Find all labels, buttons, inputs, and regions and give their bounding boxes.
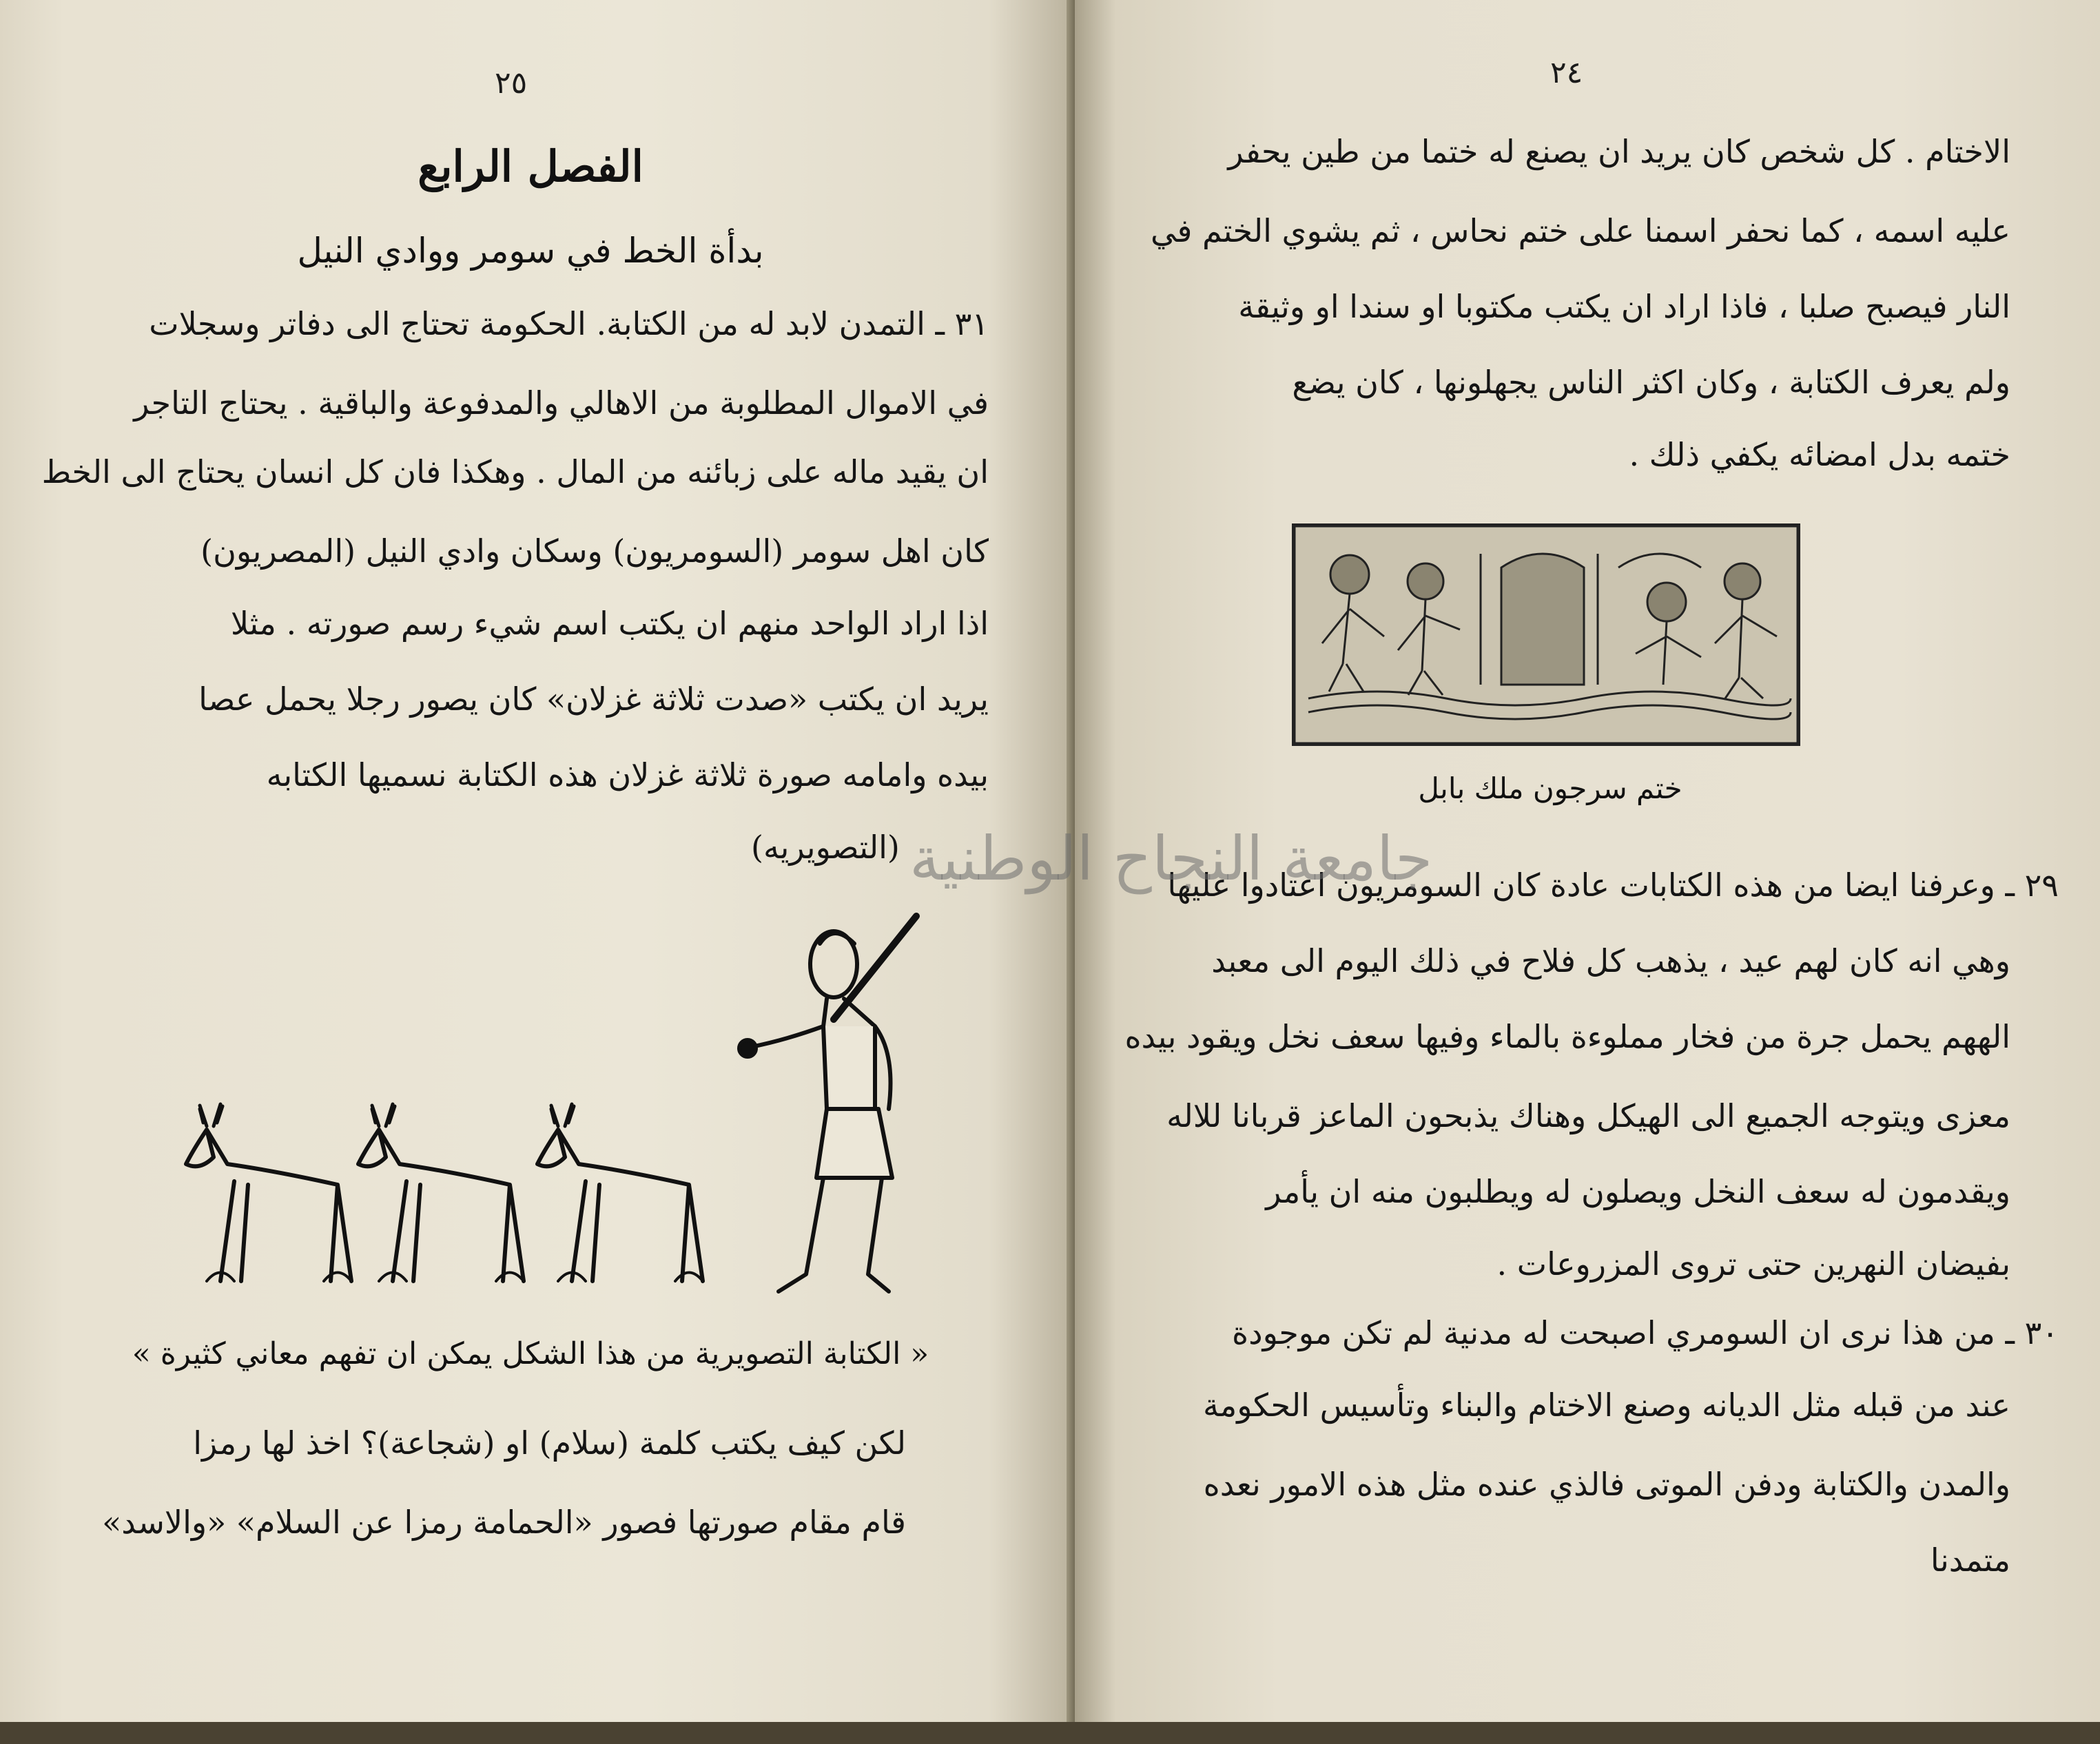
text-line: بيده وامامه صورة ثلاثة غزلان هذه الكتابة نسميها الكتابه: [266, 756, 989, 793]
text-line: معزى ويتوجه الجميع الى الهيكل وهناك يذبحون الماعز قربانا للاله: [1166, 1097, 2010, 1134]
text-line: لكن كيف يكتب كلمة (سلام) او (شجاعة)؟ اخذ لها رمزا: [193, 1424, 906, 1462]
text-line: كان اهل سومر (السومريون) وسكان وادي النيل (المصريون): [200, 532, 989, 570]
page-number: ٢٥: [495, 65, 528, 101]
text-line: ختمه بدل امضائه يكفي ذلك .: [1629, 436, 2010, 473]
text-line: الههم يحمل جرة من فخار مملوءة بالماء وفيها سعف نخل ويقود بيده: [1124, 1018, 2010, 1055]
text-line: بفيضان النهرين حتى تروى المزروعات .: [1496, 1245, 2010, 1283]
text-line: والمدن والكتابة ودفن الموتى فالذي عنده مثل هذه الامور نعده: [1203, 1466, 2010, 1503]
text-line: ولم يعرف الكتابة ، وكان اكثر الناس يجهلونها ، كان يضع: [1292, 364, 2010, 401]
text-line: قام مقام صورتها فصور «الحمامة رمزا عن السلام» «والاسد»: [102, 1504, 906, 1541]
text-line: متمدنا: [1930, 1541, 2010, 1579]
text-line: اذا اراد الواحد منهم ان يكتب اسم شيء رسم صورته . مثلا: [230, 605, 989, 642]
chapter-subtitle: بدأة الخط في سومر ووادي النيل: [297, 231, 764, 271]
text-line: النار فيصبح صلبا ، فاذا اراد ان يكتب مكتوبا او سندا او وثيقة: [1238, 288, 2010, 325]
figure-caption: « الكتابة التصويرية من هذا الشكل يمكن ان تفهم معاني كثيرة »: [132, 1336, 929, 1371]
text-line: (التصويريه): [751, 829, 900, 866]
text-line: عند من قبله مثل الديانه وصنع الاختام والبناء وتأسيس الحكومة: [1202, 1387, 2010, 1424]
library-watermark: جامعة النجاح الوطنية: [909, 823, 1433, 894]
text-line: عليه اسمه ، كما نحفر اسمنا على ختم نحاس ، ثم يشوي الختم في: [1151, 212, 2010, 249]
text-line: ٣٠ ـ من هذا نرى ان السومري اصبحت له مدنية لم تكن موجودة: [1231, 1314, 2059, 1351]
text-line: ان يقيد ماله على زبائنه من المال . وهكذا فان كل انسان يحتاج الى الخط: [41, 453, 989, 490]
text-line: ٢٩ ـ وعرفنا ايضا من هذه الكتابات عادة كان السومريون اعتادوا عليها: [1167, 866, 2059, 904]
seal-caption: ختم سرجون ملك بابل: [1418, 771, 1682, 805]
text-line: ٣١ ـ التمدن لابد له من الكتابة. الحكومة تحتاج الى دفاتر وسجلات: [149, 305, 989, 342]
sargon-seal-image: [1292, 523, 1800, 746]
text-line: وهي انه كان لهم عيد ، يذهب كل فلاح في ذلك اليوم الى معبد: [1211, 942, 2010, 979]
text-line: الاختام . كل شخص كان يريد ان يصنع له ختما من طين يحفر: [1228, 133, 2010, 170]
text-line: يريد ان يكتب «صدت ثلاثة غزلان» كان يصور رجلا يحمل عصا: [198, 681, 989, 718]
chapter-title: الفصل الرابع: [418, 141, 644, 191]
page-number: ٢٤: [1550, 55, 1583, 90]
pictographic-hunt-illustration: [145, 902, 930, 1329]
text-line: في الاموال المطلوبة من الاهالي والمدفوعة والباقية . يحتاج التاجر: [134, 384, 989, 422]
text-line: ويقدمون له سعف النخل ويصلون له ويطلبون منه ان يأمر: [1266, 1173, 2010, 1210]
table-surface: [0, 1722, 2100, 1744]
